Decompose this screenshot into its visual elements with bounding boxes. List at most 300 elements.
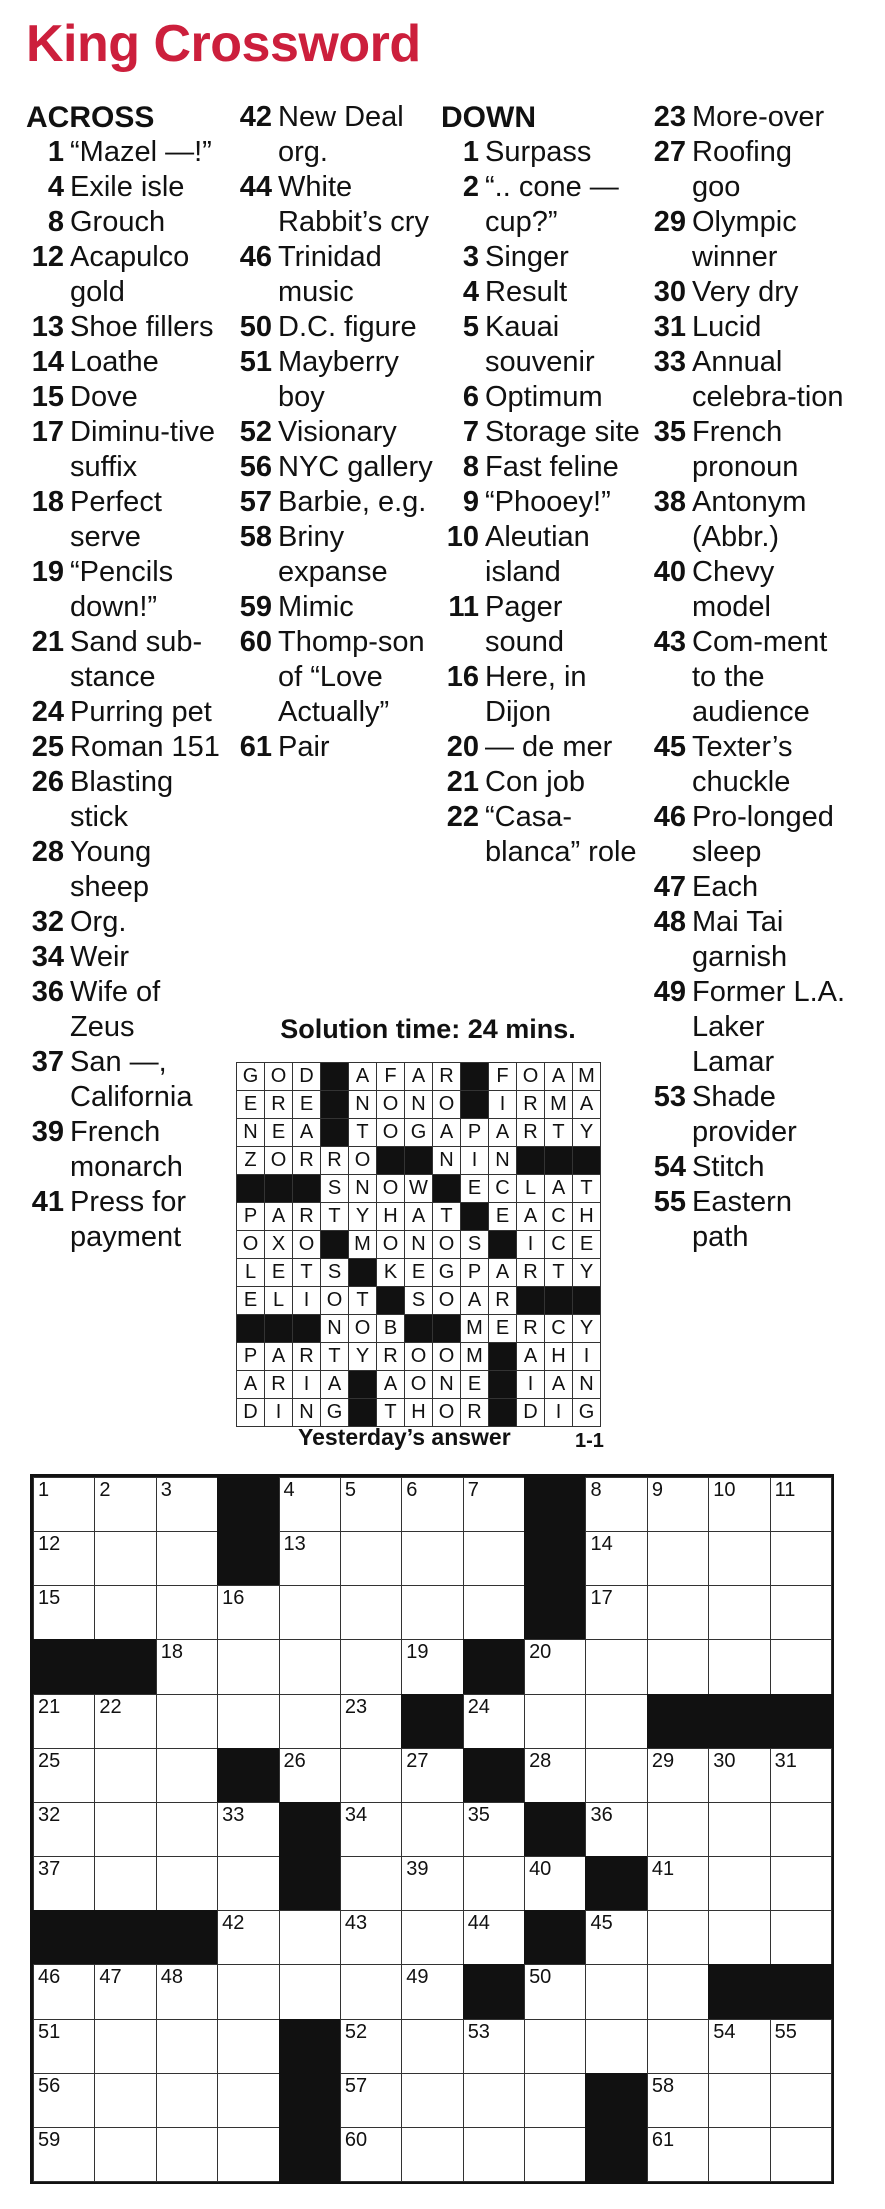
grid-cell[interactable]: [770, 1477, 832, 1532]
grid-cell[interactable]: [401, 1910, 463, 1965]
clue-number: 35: [653, 416, 686, 448]
grid-cell[interactable]: [463, 1694, 525, 1749]
grid-cell[interactable]: [770, 2073, 832, 2128]
grid-cell[interactable]: [217, 2019, 279, 2074]
grid-cell[interactable]: [279, 1477, 341, 1532]
mini-letter-cell: T: [320, 1342, 349, 1371]
down-clue-9: [441, 485, 641, 520]
mini-letter-cell: D: [292, 1062, 321, 1091]
grid-cell[interactable]: [94, 1477, 156, 1532]
grid-cell[interactable]: [708, 1639, 770, 1694]
grid-cell[interactable]: [708, 1531, 770, 1586]
clue-number: 4: [462, 276, 479, 308]
mini-letter-cell: Z: [236, 1146, 265, 1175]
down-clues-column-1: [441, 100, 641, 870]
grid-cell[interactable]: [401, 1531, 463, 1586]
mini-letter-cell: O: [432, 1286, 461, 1315]
across-clues-column-1: [26, 100, 226, 1255]
grid-cell[interactable]: [94, 1531, 156, 1586]
across-clue-12: [26, 240, 226, 310]
mini-letter-cell: T: [572, 1174, 601, 1203]
mini-letter-cell: A: [544, 1174, 573, 1203]
clue-text: “Casa-blanca” role: [485, 801, 637, 868]
mini-letter-cell: I: [516, 1370, 545, 1399]
grid-cell[interactable]: [279, 1964, 341, 2019]
grid-cell[interactable]: [401, 1802, 463, 1857]
mini-letter-cell: C: [544, 1314, 573, 1343]
down-clue-45: [648, 730, 848, 800]
clue-text: Storage site: [485, 416, 640, 448]
across-clue-51: [234, 345, 434, 415]
grid-cell[interactable]: [463, 1910, 525, 1965]
mini-letter-cell: R: [516, 1314, 545, 1343]
clue-text: Optimum: [485, 381, 603, 413]
clue-text: Thomp-son of “Love Actually”: [278, 626, 425, 728]
black-cell: [94, 1639, 156, 1694]
across-clue-44: [234, 170, 434, 240]
mini-black-cell: [348, 1398, 377, 1427]
grid-cell[interactable]: [524, 1694, 586, 1749]
cell-number: 61: [651, 2128, 675, 2151]
mini-letter-cell: R: [292, 1146, 321, 1175]
black-cell: [33, 1910, 95, 1965]
grid-cell[interactable]: [340, 1694, 402, 1749]
mini-letter-cell: A: [404, 1062, 433, 1091]
clue-text: Roofing goo: [692, 136, 792, 203]
grid-cell[interactable]: [33, 1585, 95, 1640]
grid-cell[interactable]: [217, 1694, 279, 1749]
mini-letter-cell: H: [572, 1202, 601, 1231]
clue-number: 32: [31, 906, 64, 938]
cell-number: 53: [467, 2020, 490, 2043]
grid-cell[interactable]: [524, 1748, 586, 1803]
grid-cell[interactable]: [340, 1748, 402, 1803]
grid-cell[interactable]: [279, 1531, 341, 1586]
clue-number: 1: [47, 136, 64, 168]
grid-cell[interactable]: [585, 1802, 647, 1857]
clue-number: 25: [31, 731, 64, 763]
clue-text: “Pencils down!”: [70, 556, 174, 623]
grid-cell[interactable]: [217, 1964, 279, 2019]
mini-letter-cell: R: [264, 1370, 293, 1399]
clue-text: French monarch: [70, 1116, 183, 1183]
grid-cell[interactable]: [156, 1694, 218, 1749]
grid-cell[interactable]: [585, 1477, 647, 1532]
grid-cell[interactable]: [708, 1802, 770, 1857]
clue-number: 6: [462, 381, 479, 413]
grid-cell[interactable]: [340, 1477, 402, 1532]
grid-cell[interactable]: [463, 1477, 525, 1532]
clue-text: Loathe: [70, 346, 159, 378]
grid-cell[interactable]: [647, 1910, 709, 1965]
clue-number: 48: [653, 906, 686, 938]
black-cell: [585, 2127, 647, 2182]
mini-letter-cell: R: [432, 1062, 461, 1091]
grid-cell[interactable]: [524, 2127, 586, 2182]
down-clue-7: [441, 415, 641, 450]
grid-cell[interactable]: [401, 1856, 463, 1911]
clue-number: 15: [31, 381, 64, 413]
grid-cell[interactable]: [708, 2073, 770, 2128]
clue-number: 19: [31, 556, 64, 588]
mini-letter-cell: I: [544, 1398, 573, 1427]
grid-cell[interactable]: [94, 1802, 156, 1857]
clue-number: 43: [653, 626, 686, 658]
mini-black-cell: [544, 1286, 573, 1315]
grid-cell[interactable]: [340, 1531, 402, 1586]
grid-cell[interactable]: [708, 1748, 770, 1803]
grid-cell[interactable]: [156, 1531, 218, 1586]
mini-letter-cell: O: [376, 1118, 405, 1147]
grid-cell[interactable]: [33, 1748, 95, 1803]
down-clue-21: [441, 765, 641, 800]
down-clue-11: [441, 590, 641, 660]
cell-number: 37: [38, 1858, 61, 1881]
grid-cell[interactable]: [770, 1531, 832, 1586]
mini-letter-cell: R: [292, 1202, 321, 1231]
grid-cell[interactable]: [647, 1639, 709, 1694]
mini-black-cell: [292, 1174, 321, 1203]
mini-letter-cell: C: [488, 1174, 517, 1203]
grid-cell[interactable]: [340, 1964, 402, 2019]
grid-cell[interactable]: [156, 1477, 218, 1532]
grid-cell[interactable]: [156, 2073, 218, 2128]
grid-cell[interactable]: [770, 2127, 832, 2182]
down-clue-1: [441, 135, 641, 170]
clue-number: 21: [31, 626, 64, 658]
grid-cell[interactable]: [340, 1639, 402, 1694]
black-cell: [708, 1964, 770, 2019]
grid-cell[interactable]: [647, 1477, 709, 1532]
mini-letter-cell: T: [544, 1118, 573, 1147]
cell-number: 52: [344, 2020, 368, 2043]
grid-cell[interactable]: [401, 1639, 463, 1694]
grid-cell[interactable]: [585, 1639, 647, 1694]
mini-letter-cell: N: [348, 1174, 377, 1203]
down-clue-6: [441, 380, 641, 415]
across-clue-46: [234, 240, 434, 310]
grid-cell[interactable]: [94, 1585, 156, 1640]
grid-cell[interactable]: [340, 1910, 402, 1965]
clue-text: Lucid: [692, 311, 762, 343]
grid-cell[interactable]: [94, 1856, 156, 1911]
mini-letter-cell: R: [516, 1090, 545, 1119]
grid-cell[interactable]: [770, 1585, 832, 1640]
grid-cell[interactable]: [524, 1856, 586, 1911]
clue-text: D.C. figure: [278, 311, 417, 343]
mini-letter-cell: E: [236, 1090, 265, 1119]
grid-cell[interactable]: [401, 2127, 463, 2182]
grid-cell[interactable]: [647, 2127, 709, 2182]
mini-letter-cell: A: [404, 1202, 433, 1231]
mini-letter-cell: L: [264, 1286, 293, 1315]
grid-cell[interactable]: [647, 1585, 709, 1640]
grid-cell[interactable]: [217, 1585, 279, 1640]
clue-text: Visionary: [278, 416, 397, 448]
black-cell: [524, 1910, 586, 1965]
grid-cell[interactable]: [156, 1856, 218, 1911]
grid-cell[interactable]: [708, 2127, 770, 2182]
grid-cell[interactable]: [585, 1748, 647, 1803]
grid-cell[interactable]: [463, 1856, 525, 1911]
down-clue-43: [648, 625, 848, 730]
black-cell: [524, 1531, 586, 1586]
grid-cell[interactable]: [647, 1748, 709, 1803]
black-cell: [524, 1585, 586, 1640]
clue-text: “Phooey!”: [485, 486, 611, 518]
mini-letter-cell: P: [236, 1202, 265, 1231]
mini-letter-cell: Y: [572, 1258, 601, 1287]
clue-number: 5: [462, 311, 479, 343]
cell-number: 35: [467, 1803, 490, 1826]
clue-number: 27: [653, 136, 686, 168]
grid-cell[interactable]: [340, 2127, 402, 2182]
grid-cell[interactable]: [279, 1748, 341, 1803]
cell-number: 58: [651, 2074, 675, 2097]
mini-letter-cell: H: [404, 1398, 433, 1427]
grid-cell[interactable]: [340, 2073, 402, 2128]
mini-letter-cell: Y: [572, 1314, 601, 1343]
grid-cell[interactable]: [156, 1802, 218, 1857]
clue-text: Purring pet: [70, 696, 212, 728]
clue-number: 51: [239, 346, 272, 378]
grid-cell[interactable]: [33, 1531, 95, 1586]
grid-cell[interactable]: [340, 2019, 402, 2074]
grid-cell[interactable]: [585, 1694, 647, 1749]
grid-cell[interactable]: [401, 2019, 463, 2074]
grid-cell[interactable]: [33, 2019, 95, 2074]
cell-number: 15: [38, 1587, 61, 1610]
grid-cell[interactable]: [156, 2127, 218, 2182]
mini-letter-cell: S: [320, 1174, 349, 1203]
grid-cell[interactable]: [585, 1531, 647, 1586]
down-clue-27: [648, 135, 848, 205]
grid-cell[interactable]: [217, 2127, 279, 2182]
grid-cell[interactable]: [647, 2073, 709, 2128]
grid-cell[interactable]: [340, 1802, 402, 1857]
mini-letter-cell: A: [516, 1342, 545, 1371]
grid-cell[interactable]: [33, 1856, 95, 1911]
mini-letter-cell: A: [516, 1202, 545, 1231]
grid-cell[interactable]: [708, 1910, 770, 1965]
grid-cell[interactable]: [94, 2127, 156, 2182]
cell-number: 59: [38, 2128, 61, 2151]
grid-cell[interactable]: [770, 1748, 832, 1803]
across-clue-24: [26, 695, 226, 730]
black-cell: [463, 1748, 525, 1803]
across-clue-57: [234, 485, 434, 520]
grid-cell[interactable]: [647, 1802, 709, 1857]
grid-cell[interactable]: [33, 1477, 95, 1532]
grid-cell[interactable]: [524, 2073, 586, 2128]
grid-cell[interactable]: [217, 1802, 279, 1857]
grid-cell[interactable]: [647, 1856, 709, 1911]
clue-number: 61: [239, 731, 272, 763]
grid-cell[interactable]: [94, 1964, 156, 2019]
grid-cell[interactable]: [401, 1748, 463, 1803]
mini-letter-cell: O: [376, 1174, 405, 1203]
across-clue-18: [26, 485, 226, 555]
across-clue-4: [26, 170, 226, 205]
grid-cell[interactable]: [585, 1910, 647, 1965]
mini-letter-cell: O: [432, 1342, 461, 1371]
grid-cell[interactable]: [156, 1964, 218, 2019]
clue-number: 13: [31, 311, 64, 343]
mini-black-cell: [348, 1370, 377, 1399]
mini-letter-cell: T: [292, 1258, 321, 1287]
mini-letter-cell: R: [516, 1258, 545, 1287]
clue-number: 30: [653, 276, 686, 308]
clue-text: Exile isle: [70, 171, 185, 203]
grid-cell[interactable]: [94, 2019, 156, 2074]
grid-cell[interactable]: [94, 2073, 156, 2128]
grid-cell[interactable]: [463, 2073, 525, 2128]
clue-number: 50: [239, 311, 272, 343]
grid-cell[interactable]: [156, 1748, 218, 1803]
down-clue-40: [648, 555, 848, 625]
cell-number: 39: [406, 1858, 429, 1881]
grid-cell[interactable]: [156, 2019, 218, 2074]
mini-letter-cell: Y: [348, 1342, 377, 1371]
grid-cell[interactable]: [217, 2073, 279, 2128]
across-clue-59: [234, 590, 434, 625]
grid-cell[interactable]: [524, 2019, 586, 2074]
clue-number: 2: [462, 171, 479, 203]
mini-letter-cell: A: [488, 1118, 517, 1147]
grid-cell[interactable]: [401, 1477, 463, 1532]
mini-letter-cell: O: [348, 1314, 377, 1343]
grid-cell[interactable]: [156, 1585, 218, 1640]
across-clue-42: [234, 100, 434, 170]
down-clue-3: [441, 240, 641, 275]
grid-cell[interactable]: [708, 1477, 770, 1532]
clue-number: 44: [239, 171, 272, 203]
mini-letter-cell: B: [376, 1314, 405, 1343]
grid-cell[interactable]: [33, 2073, 95, 2128]
grid-cell[interactable]: [770, 1856, 832, 1911]
grid-cell[interactable]: [585, 1585, 647, 1640]
across-clue-13: [26, 310, 226, 345]
grid-cell[interactable]: [770, 1802, 832, 1857]
across-clue-8: [26, 205, 226, 240]
mini-letter-cell: P: [460, 1118, 489, 1147]
grid-cell[interactable]: [524, 1639, 586, 1694]
grid-cell[interactable]: [33, 1964, 95, 2019]
grid-cell[interactable]: [770, 1639, 832, 1694]
grid-cell[interactable]: [33, 2127, 95, 2182]
mini-black-cell: [460, 1062, 489, 1091]
clue-text: Shade provider: [692, 1081, 797, 1148]
across-clue-56: [234, 450, 434, 485]
black-cell: [463, 1964, 525, 2019]
grid-cell[interactable]: [94, 1694, 156, 1749]
mini-letter-cell: O: [376, 1090, 405, 1119]
clue-text: Sand sub-stance: [70, 626, 203, 693]
across-clue-19: [26, 555, 226, 625]
clue-text: Barbie, e.g.: [278, 486, 427, 518]
cell-number: 33: [222, 1803, 245, 1826]
grid-cell[interactable]: [217, 1856, 279, 1911]
cell-number: 25: [38, 1749, 61, 1772]
grid-cell[interactable]: [279, 1910, 341, 1965]
grid-cell[interactable]: [463, 2019, 525, 2074]
mini-letter-cell: N: [432, 1370, 461, 1399]
clue-text: Former L.A. Laker Lamar: [692, 976, 846, 1078]
grid-cell[interactable]: [279, 1694, 341, 1749]
black-cell: [770, 1964, 832, 2019]
grid-cell[interactable]: [463, 1585, 525, 1640]
clue-text: NYC gallery: [278, 451, 433, 483]
clue-number: 53: [653, 1081, 686, 1113]
grid-cell[interactable]: [770, 2019, 832, 2074]
mini-black-cell: [292, 1314, 321, 1343]
grid-cell[interactable]: [647, 1964, 709, 2019]
grid-cell[interactable]: [94, 1748, 156, 1803]
clue-number: 4: [47, 171, 64, 203]
grid-cell[interactable]: [217, 1910, 279, 1965]
down-clue-30: [648, 275, 848, 310]
grid-cell[interactable]: [708, 1585, 770, 1640]
mini-letter-cell: E: [488, 1314, 517, 1343]
black-cell: [217, 1477, 279, 1532]
cell-number: 9: [651, 1479, 663, 1501]
crossword-grid: [30, 1474, 834, 2184]
grid-cell[interactable]: [340, 1585, 402, 1640]
clue-number: 24: [31, 696, 64, 728]
grid-cell[interactable]: [463, 2127, 525, 2182]
cell-number: 34: [344, 1803, 368, 1826]
down-clue-29: [648, 205, 848, 275]
grid-cell[interactable]: [585, 2019, 647, 2074]
clue-text: Pro-longed sleep: [692, 801, 834, 868]
grid-cell[interactable]: [279, 1639, 341, 1694]
mini-black-cell: [320, 1090, 349, 1119]
grid-cell[interactable]: [279, 1585, 341, 1640]
mini-letter-cell: Y: [572, 1118, 601, 1147]
mini-letter-cell: K: [376, 1258, 405, 1287]
grid-cell[interactable]: [33, 1802, 95, 1857]
mini-letter-cell: L: [516, 1174, 545, 1203]
grid-cell[interactable]: [463, 1802, 525, 1857]
grid-cell[interactable]: [585, 1964, 647, 2019]
grid-cell[interactable]: [770, 1910, 832, 1965]
cell-number: 44: [467, 1912, 490, 1935]
clue-number: 36: [31, 976, 64, 1008]
grid-cell[interactable]: [401, 1964, 463, 2019]
down-header: DOWN: [441, 101, 536, 134]
grid-cell[interactable]: [647, 1531, 709, 1586]
grid-cell[interactable]: [708, 1856, 770, 1911]
mini-letter-cell: E: [488, 1202, 517, 1231]
across-clue-26: [26, 765, 226, 835]
grid-cell[interactable]: [401, 2073, 463, 2128]
cell-number: 54: [713, 2020, 736, 2043]
down-clue-38: [648, 485, 848, 555]
grid-cell[interactable]: [524, 1964, 586, 2019]
grid-cell[interactable]: [33, 1694, 95, 1749]
grid-cell[interactable]: [340, 1856, 402, 1911]
grid-cell[interactable]: [156, 1639, 218, 1694]
grid-cell[interactable]: [401, 1585, 463, 1640]
clue-number: 60: [239, 626, 272, 658]
black-cell: [94, 1910, 156, 1965]
cell-number: 60: [344, 2128, 368, 2151]
cell-number: 28: [529, 1749, 552, 1772]
grid-cell[interactable]: [647, 2019, 709, 2074]
grid-cell[interactable]: [463, 1531, 525, 1586]
grid-cell[interactable]: [708, 2019, 770, 2074]
grid-cell[interactable]: [217, 1639, 279, 1694]
